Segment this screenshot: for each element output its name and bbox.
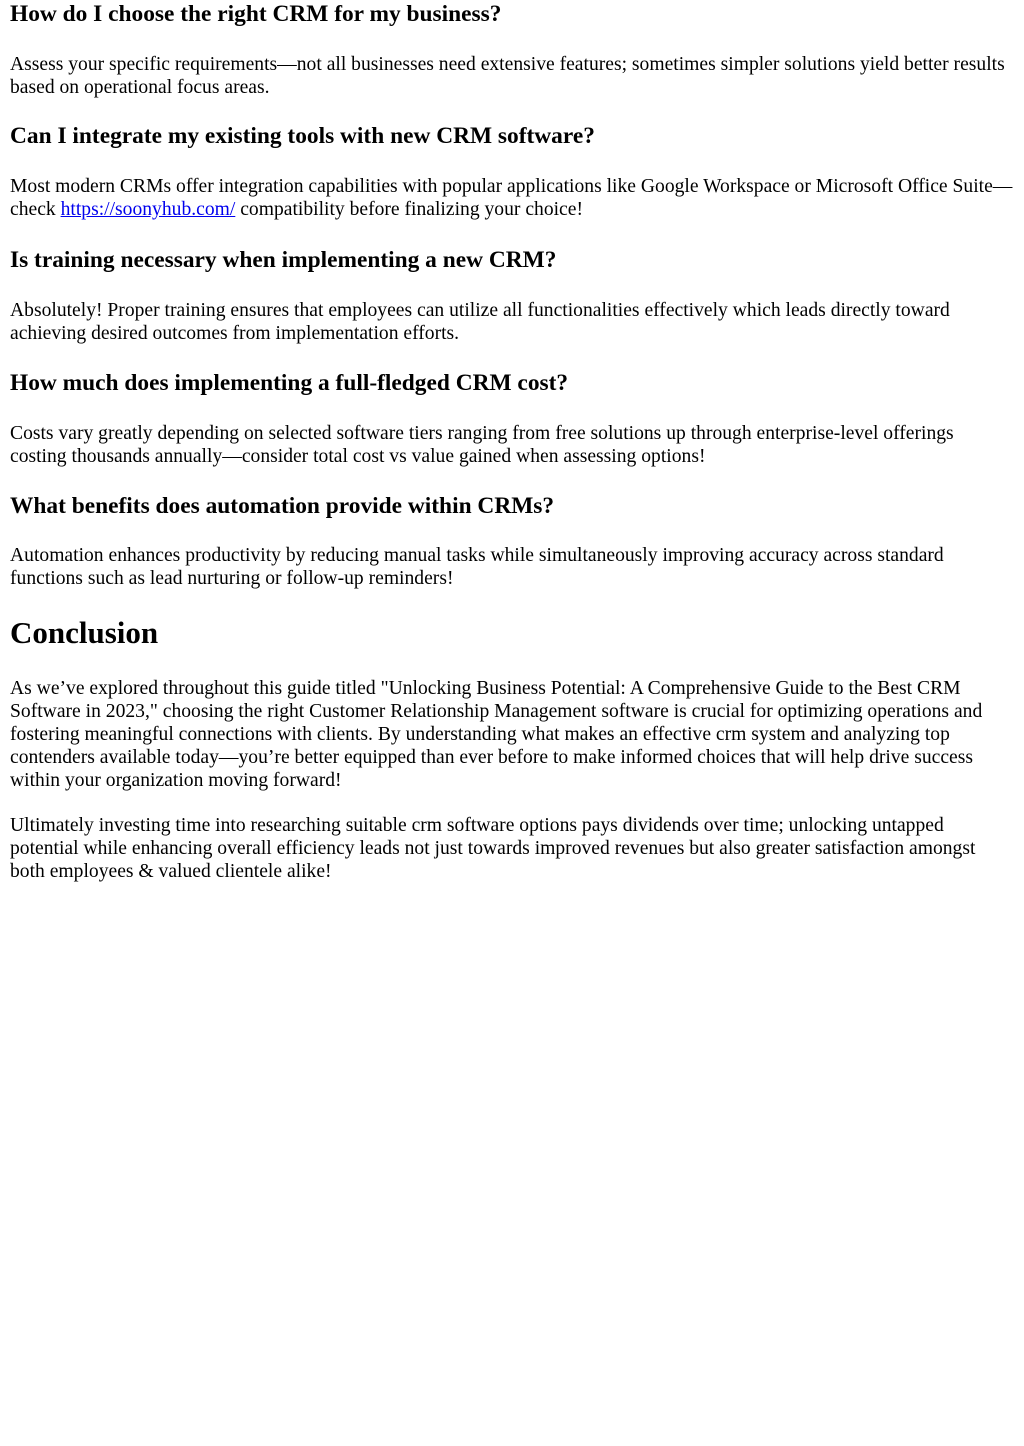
faq-question-training: Is training necessary when implementing a new CRM? — [10, 247, 557, 273]
faq-question-choose-crm: How do I choose the right CRM for my business? — [10, 1, 502, 27]
conclusion-paragraph-1: As we’ve explored throughout this guide titled "Unlocking Business Potential: A Comprehensive Guide to the Best CRM Software in 2023," choosing the right Customer Relationship Management software is crucial for optimizing operations and fostering meaningful connections with clients. By understanding what makes an effective crm system and analyzing top contenders available today—you’re better equipped than ever before to make informed choices that will help drive success within your organization moving forward! — [10, 678, 983, 791]
faq-answer-automation: Automation enhances productivity by reducing manual tasks while simultaneously improving accuracy across standard functions such as lead nurturing or follow-up reminders! — [10, 545, 944, 589]
faq-answer-cost: Costs vary greatly depending on selected software tiers ranging from free solutions up through enterprise-level offerings costing thousands annually—consider total cost vs value gained when assessing options! — [10, 423, 954, 467]
conclusion-heading: Conclusion — [10, 615, 159, 650]
faq-question-integrate-tools: Can I integrate my existing tools with new CRM software? — [10, 123, 595, 149]
faq-answer-training: Absolutely! Proper training ensures that employees can utilize all functionalities effectively which leads directly toward achieving desired outcomes from implementation efforts. — [10, 300, 950, 344]
faq-question-cost: How much does implementing a full-fledged CRM cost? — [10, 370, 569, 396]
conclusion-paragraph-2: Ultimately investing time into researching suitable crm software options pays dividends over time; unlocking untapped potential while enhancing overall efficiency leads not just towards improved revenues but also greater satisfaction amongst both employees & valued clientele alike! — [10, 815, 976, 882]
soonyhub-link[interactable]: https://soonyhub.com/ — [60, 199, 236, 220]
answer-text-before-link: Most modern CRMs offer integration capabilities with popular applications like Google Workspace or Microsoft Office Suite—check — [10, 176, 1013, 220]
faq-answer-choose-crm: Assess your specific requirements—not all businesses need extensive features; sometimes simpler solutions yield better results based on operational focus areas. — [10, 54, 1005, 98]
faq-answer-integrate-tools — [10, 175, 1014, 221]
answer-text-after-link: compatibility before finalizing your choice! — [235, 199, 583, 220]
faq-question-automation: What benefits does automation provide within CRMs? — [10, 493, 555, 519]
